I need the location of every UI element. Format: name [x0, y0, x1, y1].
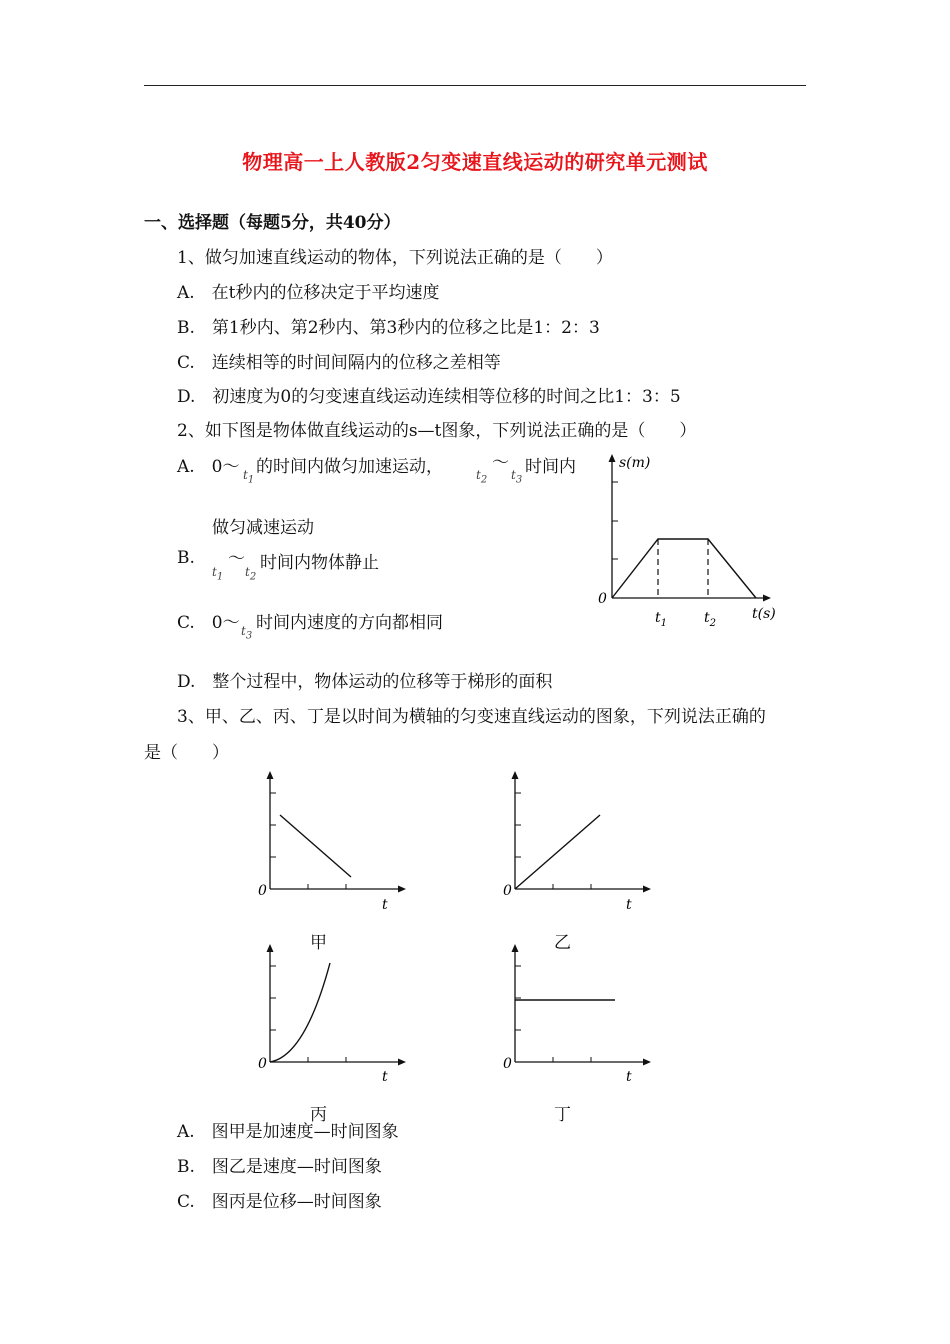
- q2-b-t2-sym: $t_2$: [245, 565, 257, 583]
- q3-option-a: A. 图甲是加速度—时间图象: [177, 1122, 399, 1142]
- q2-option-a-lead: A. 0～: [177, 457, 240, 477]
- graph-bing-label: 丙: [310, 1105, 327, 1125]
- q1-option-c: C. 连续相等的时间间隔内的位移之差相等: [177, 353, 501, 373]
- q3-stem-line1: 3、甲、乙、丙、丁是以时间为横轴的匀变速直线运动的图象，下列说法正确的: [177, 707, 766, 727]
- graph-jia-label: 甲: [310, 933, 327, 953]
- q1-stem: 1、做匀加速直线运动的物体，下列说法正确的是（ ）: [177, 248, 613, 268]
- q2-option-a-mid: 的时间内做匀加速运动，: [256, 457, 443, 477]
- graph-ding-x-arrow: [643, 1059, 651, 1066]
- q2-a-t3-sym: $t_3$: [511, 468, 523, 486]
- page-title: 物理高一上人教版2匀变速直线运动的研究单元测试: [242, 150, 708, 174]
- graph-bing-origin: 0: [258, 1056, 267, 1072]
- q2-a-t2-sym: $t_2$: [476, 468, 488, 486]
- graph-yi-line: [515, 815, 600, 889]
- graph-jia-axis-label: t: [382, 897, 388, 913]
- q2-graph-trapezoid-line: [612, 539, 756, 598]
- graph-jia-origin: 0: [258, 883, 267, 899]
- q2-option-b-tilde: ～: [228, 549, 245, 569]
- q2-option-c-tail: 时间内速度的方向都相同: [256, 613, 443, 633]
- graph-bing-curve: [270, 963, 330, 1062]
- q1-option-d: D. 初速度为0的匀变速直线运动连续相等位移的时间之比1：3：5: [177, 387, 681, 407]
- graph-bing-x-arrow: [398, 1059, 406, 1066]
- graph-yi-label: 乙: [554, 933, 571, 953]
- graph-yi-origin: 0: [503, 883, 512, 899]
- q2-b-t1-sym: $t_1$: [212, 565, 224, 583]
- q3-option-b: B. 图乙是速度—时间图象: [177, 1157, 382, 1177]
- q2-graph-t2-label: $t_2$: [704, 610, 717, 629]
- q3-stem-line2: 是（ ）: [144, 743, 229, 763]
- graph-yi-x-arrow: [643, 886, 651, 893]
- graph-ding-label: 丁: [554, 1105, 571, 1125]
- q2-option-b-lead: B.: [177, 548, 195, 568]
- q2-graph-t1-label: $t_1$: [655, 610, 668, 629]
- q2-graph-origin: 0: [598, 591, 607, 607]
- graph-ding-origin: 0: [503, 1056, 512, 1072]
- graph-jia-x-arrow: [398, 886, 406, 893]
- graph-bing: [250, 938, 410, 1088]
- graph-jia-y-arrow: [267, 771, 274, 779]
- graph-yi-axis-label: t: [626, 897, 632, 913]
- graph-bing-axis-label: t: [382, 1069, 388, 1085]
- section-heading: 一、选择题（每题5分，共40分）: [144, 213, 401, 233]
- q2-graph-x-label: t(s): [752, 606, 776, 622]
- q2-a-t-sym: $t_1$: [243, 468, 255, 486]
- q2-option-a-tail: 时间内: [525, 457, 576, 477]
- graph-jia: [250, 765, 410, 915]
- q3-option-c: C. 图丙是位移—时间图象: [177, 1192, 382, 1212]
- graph-bing-y-arrow: [267, 944, 274, 952]
- q2-c-t3-sym: $t_3$: [241, 624, 253, 642]
- graph-jia-line: [280, 815, 351, 877]
- q2-option-b-tail: 时间内物体静止: [260, 553, 379, 573]
- graph-ding: [495, 938, 655, 1088]
- q2-option-a-tilde: ～: [492, 453, 509, 473]
- graph-ding-y-arrow: [512, 944, 519, 952]
- header-rule: [144, 85, 806, 86]
- q1-option-a: A. 在t秒内的位移决定于平均速度: [177, 283, 440, 303]
- q2-option-c-lead: C. 0～: [177, 613, 240, 633]
- q2-graph-x-arrow: [763, 595, 771, 602]
- q2-option-d: D. 整个过程中，物体运动的位移等于梯形的面积: [177, 672, 553, 692]
- q2-graph-y-arrow: [609, 454, 616, 462]
- q2-stem: 2、如下图是物体做直线运动的s—t图象，下列说法正确的是（ ）: [177, 421, 697, 441]
- q1-option-b: B. 第1秒内、第2秒内、第3秒内的位移之比是1：2：3: [177, 318, 600, 338]
- graph-ding-axis-label: t: [626, 1069, 632, 1085]
- graph-yi: [495, 765, 655, 915]
- q2-graph-y-label: s(m): [619, 455, 651, 471]
- q2-option-a-line2: 做匀减速运动: [212, 518, 314, 538]
- graph-yi-y-arrow: [512, 771, 519, 779]
- q2-st-graph: [590, 448, 790, 638]
